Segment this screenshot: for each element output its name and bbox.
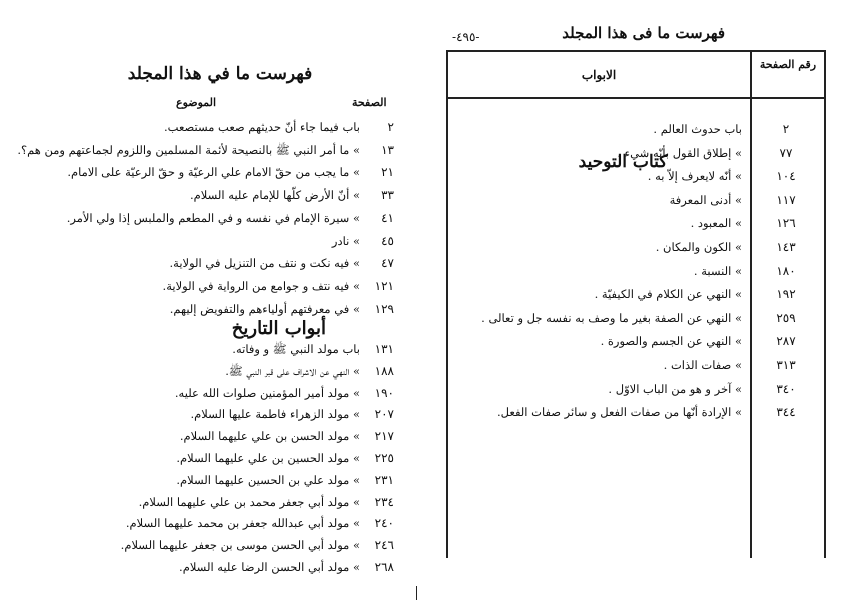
- entry-title: » مولد الزهراء فاطمة عليها السلام.: [190, 407, 360, 422]
- index-entry: [446, 356, 822, 376]
- entry-title: » ما أمر النبي ﷺ بالنصيحة لأئمة المسلمين واللزوم لجماعتهم ومن هم؟.: [17, 142, 360, 157]
- entry-title: » الكون والمكان .: [655, 240, 742, 254]
- left-column-page-header: الصفحة: [352, 96, 387, 109]
- entry-title: » أنّ الأرض كلّها للإمام عليه السلام.: [190, 188, 360, 203]
- entry-page-number: ٢٤٦: [374, 538, 394, 553]
- index-entry: [446, 309, 822, 329]
- entry-title: » مولد أبي الحسن الرضا عليه السلام.: [179, 560, 360, 574]
- entry-page-number: ٢: [387, 120, 394, 134]
- entry-title: » النهي عن الكلام في الكيفيّة .: [594, 287, 742, 302]
- entry-title: » مولد الحسين بن علي عليهما السلام.: [176, 451, 360, 465]
- entry-title: باب فيما جاء أنّ حديثهم صعب مستصعب.: [164, 120, 360, 134]
- index-entry: [0, 493, 420, 513]
- entry-page-number: ١٠٤: [776, 169, 796, 184]
- index-entry: [0, 514, 420, 534]
- entry-title: » آخر و هو من الباب الاوّل .: [608, 381, 742, 396]
- index-entry: [446, 214, 822, 234]
- index-entry: [446, 167, 822, 187]
- index-entry: [0, 405, 420, 425]
- book-heading-tawhid: كتاب التوحيد: [578, 152, 668, 172]
- entry-title: باب مولد النبي ﷺ و وفاته.: [232, 342, 360, 356]
- entry-title: » الإرادة أنّها من صفات الفعل و سائر صفات الفعل.: [497, 405, 742, 420]
- entry-title: » ما يجب من حقّ الامام علي الرعيّة و حقّ الرعيّة على الامام.: [67, 165, 360, 180]
- entry-page-number: ١٣١: [374, 342, 394, 356]
- index-entry: [0, 163, 420, 183]
- index-entry: [0, 427, 420, 447]
- page-number: -٤٩٥-: [452, 30, 480, 44]
- right-page: [420, 0, 841, 602]
- left-page-title: فهرست ما في هذا المجلد: [127, 64, 313, 84]
- entry-title: » مولد أمير المؤمنين صلوات الله عليه.: [174, 385, 360, 400]
- entry-page-number: ٤٧: [381, 256, 394, 271]
- index-entry: [0, 232, 420, 252]
- index-entry: [0, 558, 420, 578]
- entry-page-number: ٣٤٠: [776, 381, 796, 396]
- entry-title: » مولد علي بن الحسين عليهما السلام.: [176, 472, 360, 487]
- index-entry: [0, 449, 420, 469]
- entry-page-number: ٢٨٧: [776, 334, 796, 349]
- entry-title: » النهي عن الجسم والصورة .: [600, 334, 742, 349]
- entry-page-number: ١٤٣: [776, 240, 796, 254]
- index-entry: [446, 285, 822, 305]
- entry-page-number: ٢٣٤: [374, 494, 394, 509]
- index-entry: [446, 238, 822, 258]
- entry-title: » في معرفتهم أولياءهم والتفويض إليهم.: [169, 301, 360, 316]
- entry-page-number: ٤٥: [381, 233, 394, 248]
- index-entry: [446, 144, 822, 164]
- entry-page-number: ١٣: [381, 142, 394, 157]
- entry-title: » أنّه لايعرف إلاّ به .: [647, 169, 742, 184]
- entry-page-number: ١٩٠: [374, 385, 394, 400]
- index-entry: [0, 300, 420, 320]
- entry-page-number: ١٢٦: [776, 216, 796, 231]
- entry-title: » النهي عن الصفة بغير ما وصف به نفسه جل و تعالى .: [481, 310, 742, 325]
- index-entry: [0, 186, 420, 206]
- section-heading-history: أبواب التاريخ: [231, 318, 326, 339]
- entry-page-number: ٧٧: [779, 145, 793, 160]
- entry-title: » مولد أبي عبدالله جعفر بن محمد عليهما السلام.: [125, 516, 360, 531]
- left-column-topic-header: الموضوع: [176, 96, 217, 109]
- index-entry: [446, 332, 822, 352]
- index-entry: [446, 262, 822, 282]
- entry-title: » فيه نتف و جوامع من الرواية في الولاية.: [162, 278, 360, 293]
- entry-page-number: ١٩٢: [776, 287, 796, 302]
- entry-page-number: ١١٧: [776, 192, 796, 207]
- entry-page-number: ٢١: [381, 165, 394, 180]
- entry-page-number: ٣٣: [381, 188, 394, 203]
- index-entry: [446, 380, 822, 400]
- entry-title: » المعبود .: [690, 216, 742, 231]
- entry-title: » فيه نكت و نتف من التنزيل في الولاية.: [169, 256, 360, 271]
- entry-page-number: ٣١٣: [776, 358, 796, 372]
- entry-page-number: ١٢٩: [374, 301, 394, 316]
- entry-title: باب حدوث العالم .: [653, 122, 742, 136]
- index-entry: [0, 277, 420, 297]
- right-page-title: فهرست ما فى هذا المجلد: [562, 24, 725, 42]
- gutter-mark: [416, 586, 417, 600]
- entry-page-number: ٢١٧: [374, 429, 394, 444]
- entry-page-number: ٢٦٨: [374, 560, 394, 574]
- entry-title: » صفات الذات .: [663, 358, 742, 372]
- index-entry: [446, 403, 822, 423]
- index-entry: [0, 340, 420, 360]
- entry-page-number: ٣٤٤: [776, 405, 796, 420]
- entry-title: » سيرة الإمام في نفسه و في المطعم والملبس إذا ولي الأمر.: [66, 210, 360, 225]
- index-entry: [446, 120, 822, 140]
- left-page: [0, 0, 420, 602]
- entry-page-number: ١٨٠: [776, 263, 796, 278]
- index-entry: [0, 254, 420, 274]
- column-page-number-header: رقم الصفحة: [759, 58, 817, 71]
- index-entry: [446, 191, 822, 211]
- entry-title: » إطلاق القول بأنّه شيء .: [617, 145, 742, 160]
- entry-page-number: ٢٢٥: [374, 451, 394, 465]
- index-entry: [0, 209, 420, 229]
- entry-title: » مولد أبي الحسن موسى بن جعفر عليهما السلام.: [120, 538, 360, 553]
- entry-page-number: ٢٤٠: [374, 516, 394, 531]
- entry-page-number: ٢: [782, 122, 790, 136]
- entry-page-number: ١٨٨: [374, 363, 394, 378]
- entry-page-number: ١٢١: [374, 278, 394, 293]
- entry-page-number: ٢٠٧: [374, 407, 394, 422]
- header-rule: [448, 97, 824, 99]
- index-entry: [0, 141, 420, 161]
- entry-title: » النسبة .: [693, 263, 742, 278]
- entry-title: » مولد الحسن بن علي عليهما السلام.: [179, 429, 360, 444]
- entry-page-number: ٤١: [381, 210, 394, 225]
- entry-page-number: ٢٣١: [374, 472, 394, 487]
- column-chapters-header: الابواب: [581, 68, 617, 82]
- index-entry: [0, 362, 420, 382]
- entry-title: » مولد أبي جعفر محمد بن علي عليهما السلام.: [138, 494, 360, 509]
- entry-title: » النهي عن الاشراف على قبر النبي ﷺ.: [225, 363, 360, 378]
- index-entry: [0, 118, 420, 138]
- index-entry: [0, 536, 420, 556]
- entry-title: » نادر: [331, 233, 360, 248]
- index-entry: [0, 384, 420, 404]
- entry-page-number: ٢٥٩: [776, 310, 796, 325]
- index-entry: [0, 471, 420, 491]
- entry-title: » أدنى المعرفة: [669, 192, 742, 207]
